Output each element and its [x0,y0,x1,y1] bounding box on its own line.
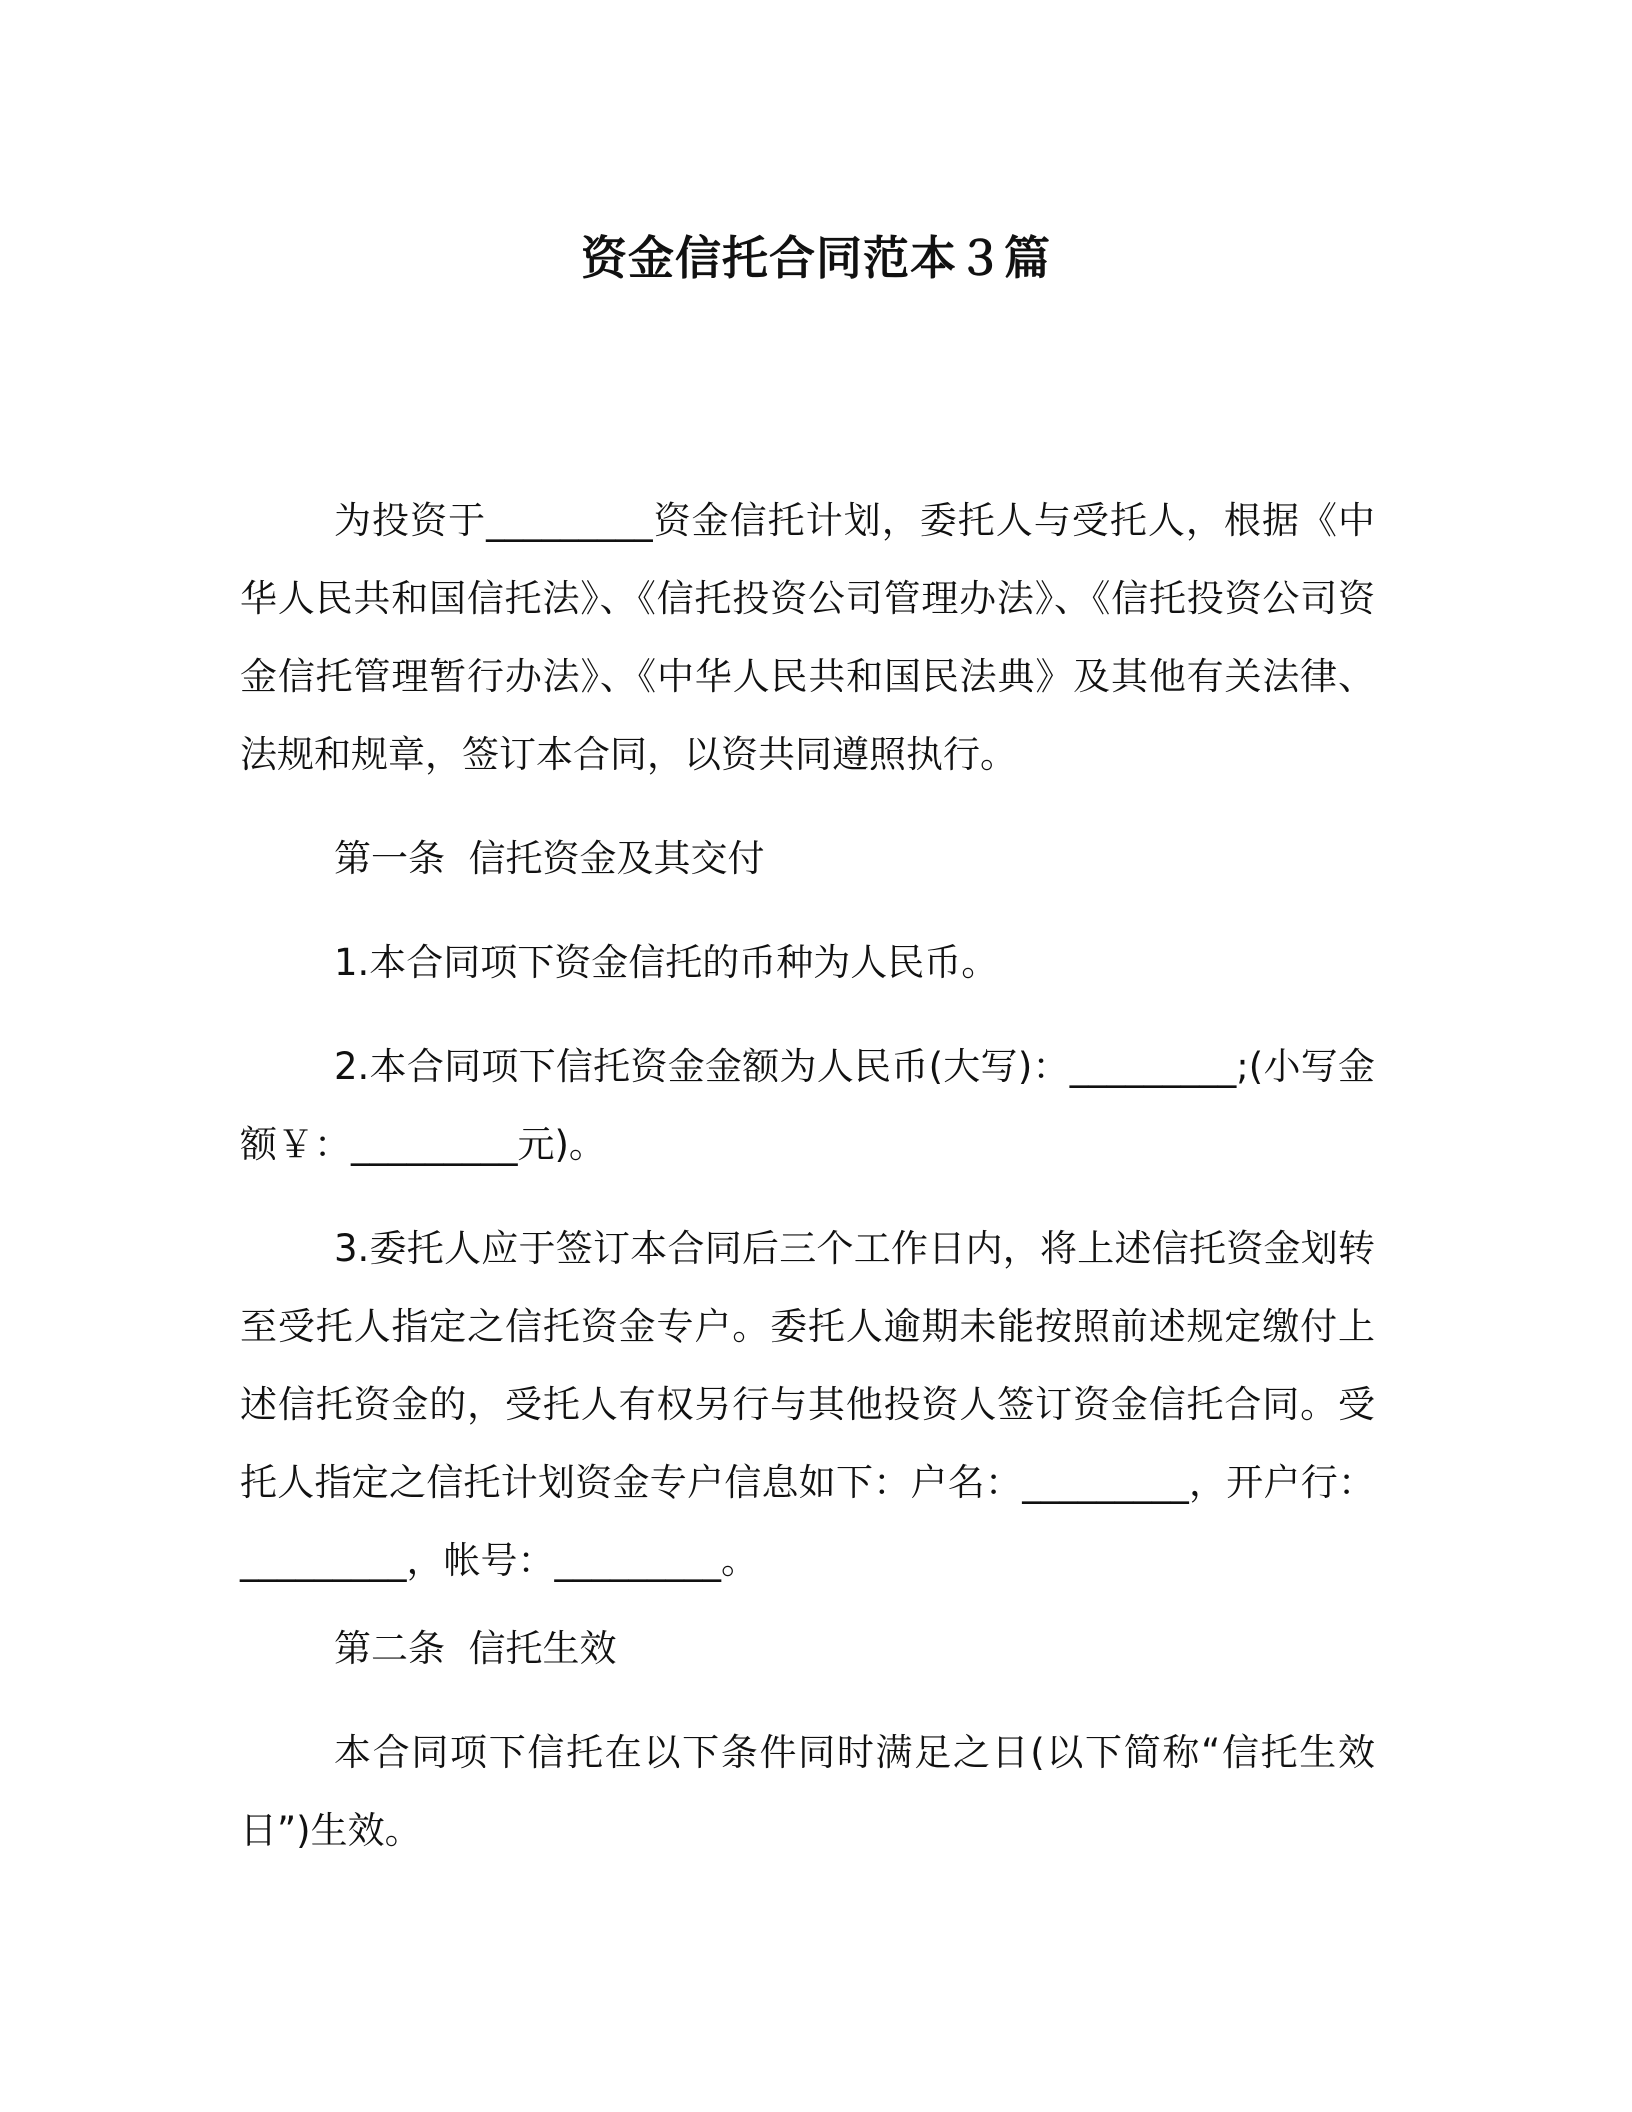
article-2-title: 信托生效 [468,1627,617,1670]
article-1-clause-1: 1.本合同项下资金信托的币种为人民币。 [334,941,999,984]
article-1-clause-2: 2.本合同项下信托资金金额为人民币(大写)：_________;(小写金额￥：_________元)。 [240,1045,1375,1166]
article-1-clause-3: 3.委托人应于签订本合同后三个工作日内，将上述信托资金划转至受托人指定之信托资金专户。委托人逾期未能按照前述规定缴付上述信托资金的，受托人有权另行与其他投资人签订资金信托合同。受托人指定之信托计划资金专户信息如下：户名：_________，开户行：_________，帐号：_________。 [240,1227,1375,1582]
article-1-number: 第一条 [334,837,445,880]
article-2-number: 第二条 [334,1627,445,1670]
intro-paragraph: 为投资于_________资金信托计划，委托人与受托人，根据《中华人民共和国信托法》、《信托投资公司管理办法》、《信托投资公司资金信托管理暂行办法》、《中华人民共和国民法典》及其他有关法律、法规和规章，签订本合同，以资共同遵照执行。 [240,499,1375,776]
article-1-heading [240,820,1375,898]
article-2-heading [240,1610,1375,1688]
article-1-title: 信托资金及其交付 [468,837,765,880]
document-title: 资金信托合同范本３篇 [581,231,1051,285]
article-2-paragraph: 本合同项下信托在以下条件同时满足之日(以下简称“信托生效日”)生效。 [240,1731,1375,1852]
